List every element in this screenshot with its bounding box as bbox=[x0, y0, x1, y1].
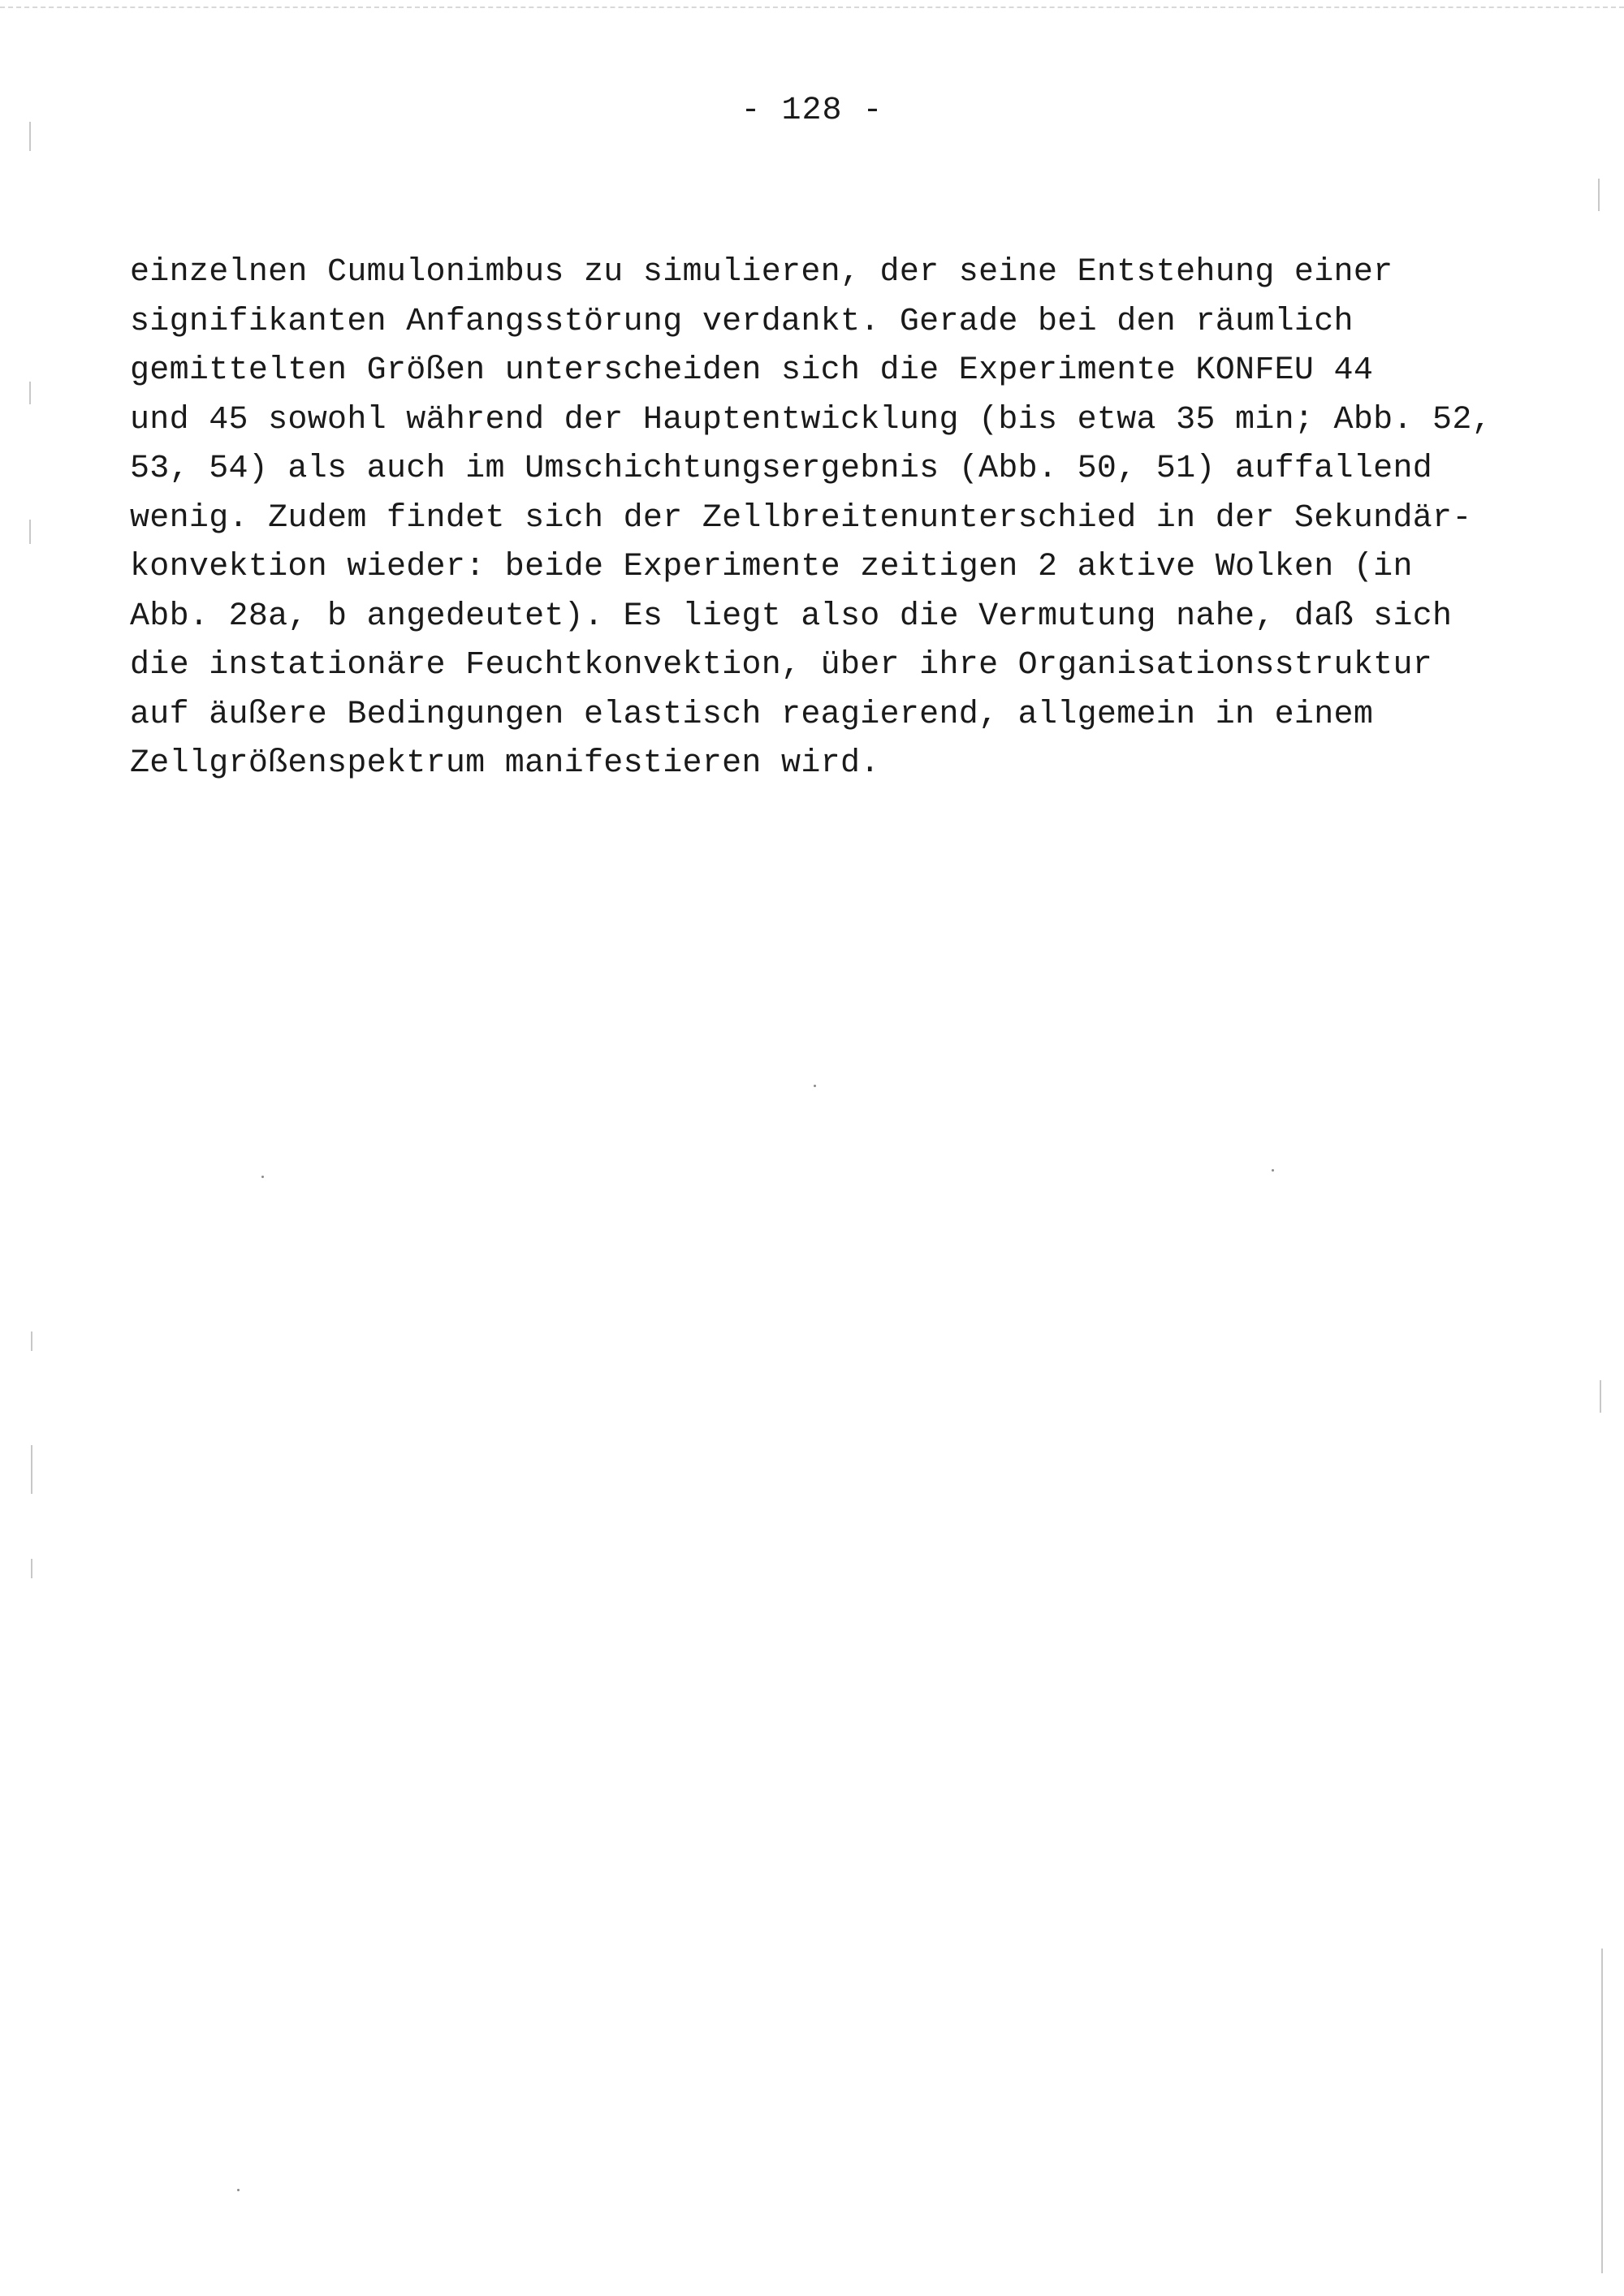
scan-artifact bbox=[31, 1559, 32, 1578]
paragraph-line: auf äußere Bedingungen elastisch reagierend, allgemein in einem bbox=[130, 696, 1374, 733]
scan-speck bbox=[1272, 1169, 1274, 1172]
scan-artifact bbox=[29, 382, 31, 404]
paragraph-line: und 45 sowohl während der Hauptentwicklung (bis etwa 35 min; Abb. 52, bbox=[130, 401, 1492, 438]
scan-artifact bbox=[1601, 1949, 1603, 2273]
scan-top-edge bbox=[0, 6, 1624, 8]
paragraph-line: Abb. 28a, b angedeutet). Es liegt also die Vermutung nahe, daß sich bbox=[130, 598, 1453, 635]
paragraph-line: konvektion wieder: beide Experimente zeitigen 2 aktive Wolken (in bbox=[130, 549, 1413, 585]
body-paragraph bbox=[130, 248, 1510, 789]
paragraph-line: die instationäre Feuchtkonvektion, über ihre Organisationsstruktur bbox=[130, 647, 1433, 684]
paragraph-line: einzelnen Cumulonimbus zu simulieren, der seine Entstehung einer bbox=[130, 254, 1393, 291]
scan-artifact bbox=[29, 520, 31, 544]
scan-speck bbox=[261, 1176, 264, 1178]
paragraph-line: 53, 54) als auch im Umschichtungsergebnis (Abb. 50, 51) auffallend bbox=[130, 451, 1433, 487]
scan-artifact bbox=[31, 1331, 32, 1351]
paragraph-line: wenig. Zudem findet sich der Zellbreitenunterschied in der Sekundär- bbox=[130, 499, 1472, 537]
scan-speck bbox=[814, 1085, 816, 1087]
scan-artifact bbox=[31, 1445, 32, 1494]
page-number: - 128 - bbox=[741, 93, 883, 129]
paragraph-line: gemittelten Größen unterscheiden sich die Experimente KONFEU 44 bbox=[130, 352, 1374, 389]
scan-speck bbox=[237, 2189, 240, 2191]
scan-artifact bbox=[29, 122, 31, 151]
scan-artifact bbox=[1598, 179, 1600, 211]
scan-artifact bbox=[1600, 1380, 1601, 1413]
paragraph-line: signifikanten Anfangsstörung verdankt. Gerade bei den räumlich bbox=[130, 303, 1354, 340]
paragraph-line: Zellgrößenspektrum manifestieren wird. bbox=[130, 745, 880, 782]
